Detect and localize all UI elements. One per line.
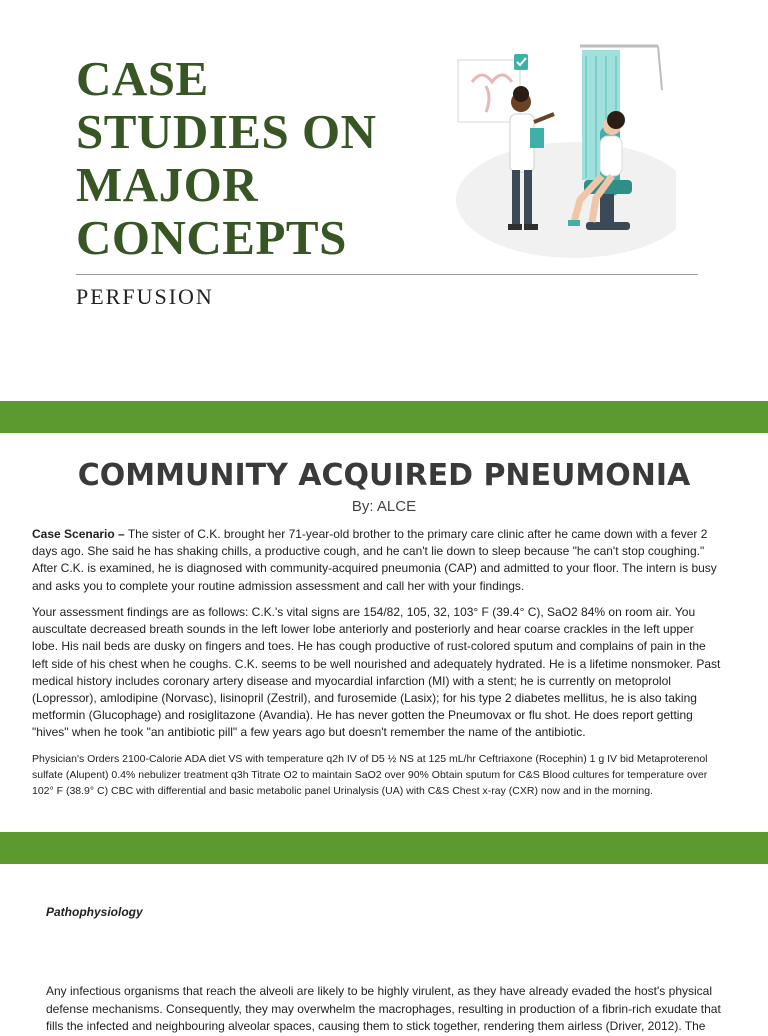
doctor-patient-illustration bbox=[436, 30, 676, 270]
pathophysiology-paragraph: Any infectious organisms that reach the alveoli are likely to be highly virulent, as they have already evaded the host's physical defense mechanisms. Consequently, they may overwhelm the macrophages, resulting in production of a fibrin-rich exudate that fills the infected and neighbouring alveolar spaces, causing them to stick together, rendering them airless (Driver, 2012). The bbox=[46, 984, 721, 1033]
physician-orders-paragraph: Physician's Orders 2100-Calorie ADA diet VS with temperature q2h IV of D5 ½ NS at 125 mL/hr Ceftriaxone (Rocephin) 1 g IV bid Metaproterenol sulfate (Alupent) 0.4% nebulizer treatment q3h Titrate O2 to maintain SaO2 over 90% Obtain sputum for C&S Blood cultures for temperature over 102° F (38.9° C) CBC with differential and basic metabolic panel Urinalysis (UA) with C&S Chest x-ray (CXR) now and in the morning. bbox=[32, 753, 708, 797]
cover-title-line: CONCEPTS bbox=[76, 210, 347, 265]
doctor-patient-exam-icon bbox=[436, 30, 676, 270]
assessment-paragraph: Your assessment findings are as follows: C.K.'s vital signs are 154/82, 105, 32, 103° F (39.4° C), SaO2 84% on room air. You auscultate decreased breath sounds in the left lower lobe anteriorly and posteriorly and hear coarse crackles in the left upper lobe. His nail beds are dusky on fingers and toes. He has cough productive of rust-colored sputum and complains of pain in the left side of his chest when he coughs. C.K. seems to be well nourished and adequately hydrated. He is a lifetime nonsmoker. Past medical history includes coronary artery disease and myocardial infarction (MI) with a stent; he is currently on metoprolol (Lopressor), amlodipine (Norvasc), lisinopril (Zestril), and furosemide (Lasix); for his type 2 diabetes mellitus, he is also taking metformin (Glucophage) and rosiglitazone (Avandia). He has never gotten the Pneumovax or flu shot. He does report getting "hives" when he took "an antibiotic pill" a few years ago but doesn't remember the name of the antibiotic. bbox=[32, 605, 721, 740]
cover-subtitle: PERFUSION bbox=[76, 284, 214, 309]
cover-title bbox=[76, 52, 376, 264]
green-band-top bbox=[0, 401, 768, 433]
document-byline: By: ALCE bbox=[351, 498, 417, 515]
pathophysiology-heading: Pathophysiology bbox=[46, 905, 143, 919]
cover-title-line: CASE bbox=[76, 51, 209, 106]
case-scenario-label: Case Scenario – bbox=[32, 527, 125, 541]
title-divider bbox=[76, 274, 698, 275]
cover-title-line: MAJOR bbox=[76, 157, 259, 212]
cover-title-line: STUDIES ON bbox=[76, 104, 377, 159]
document-title: COMMUNITY ACQUIRED PNEUMONIA bbox=[77, 458, 691, 493]
green-band-bottom bbox=[0, 832, 768, 864]
case-scenario-text: The sister of C.K. brought her 71-year-old brother to the primary care clinic after he came down with a fever 2 days ago. She said he has shaking chills, a productive cough, and he can't lie down to sleep because "he can't stop coughing." After C.K. is examined, he is diagnosed with community-acquired pneumonia (CAP) and admitted to your floor. The intern is busy and asks you to complete your routine admission assessment and call her with your findings. bbox=[32, 527, 717, 593]
case-scenario-paragraph bbox=[32, 526, 722, 595]
